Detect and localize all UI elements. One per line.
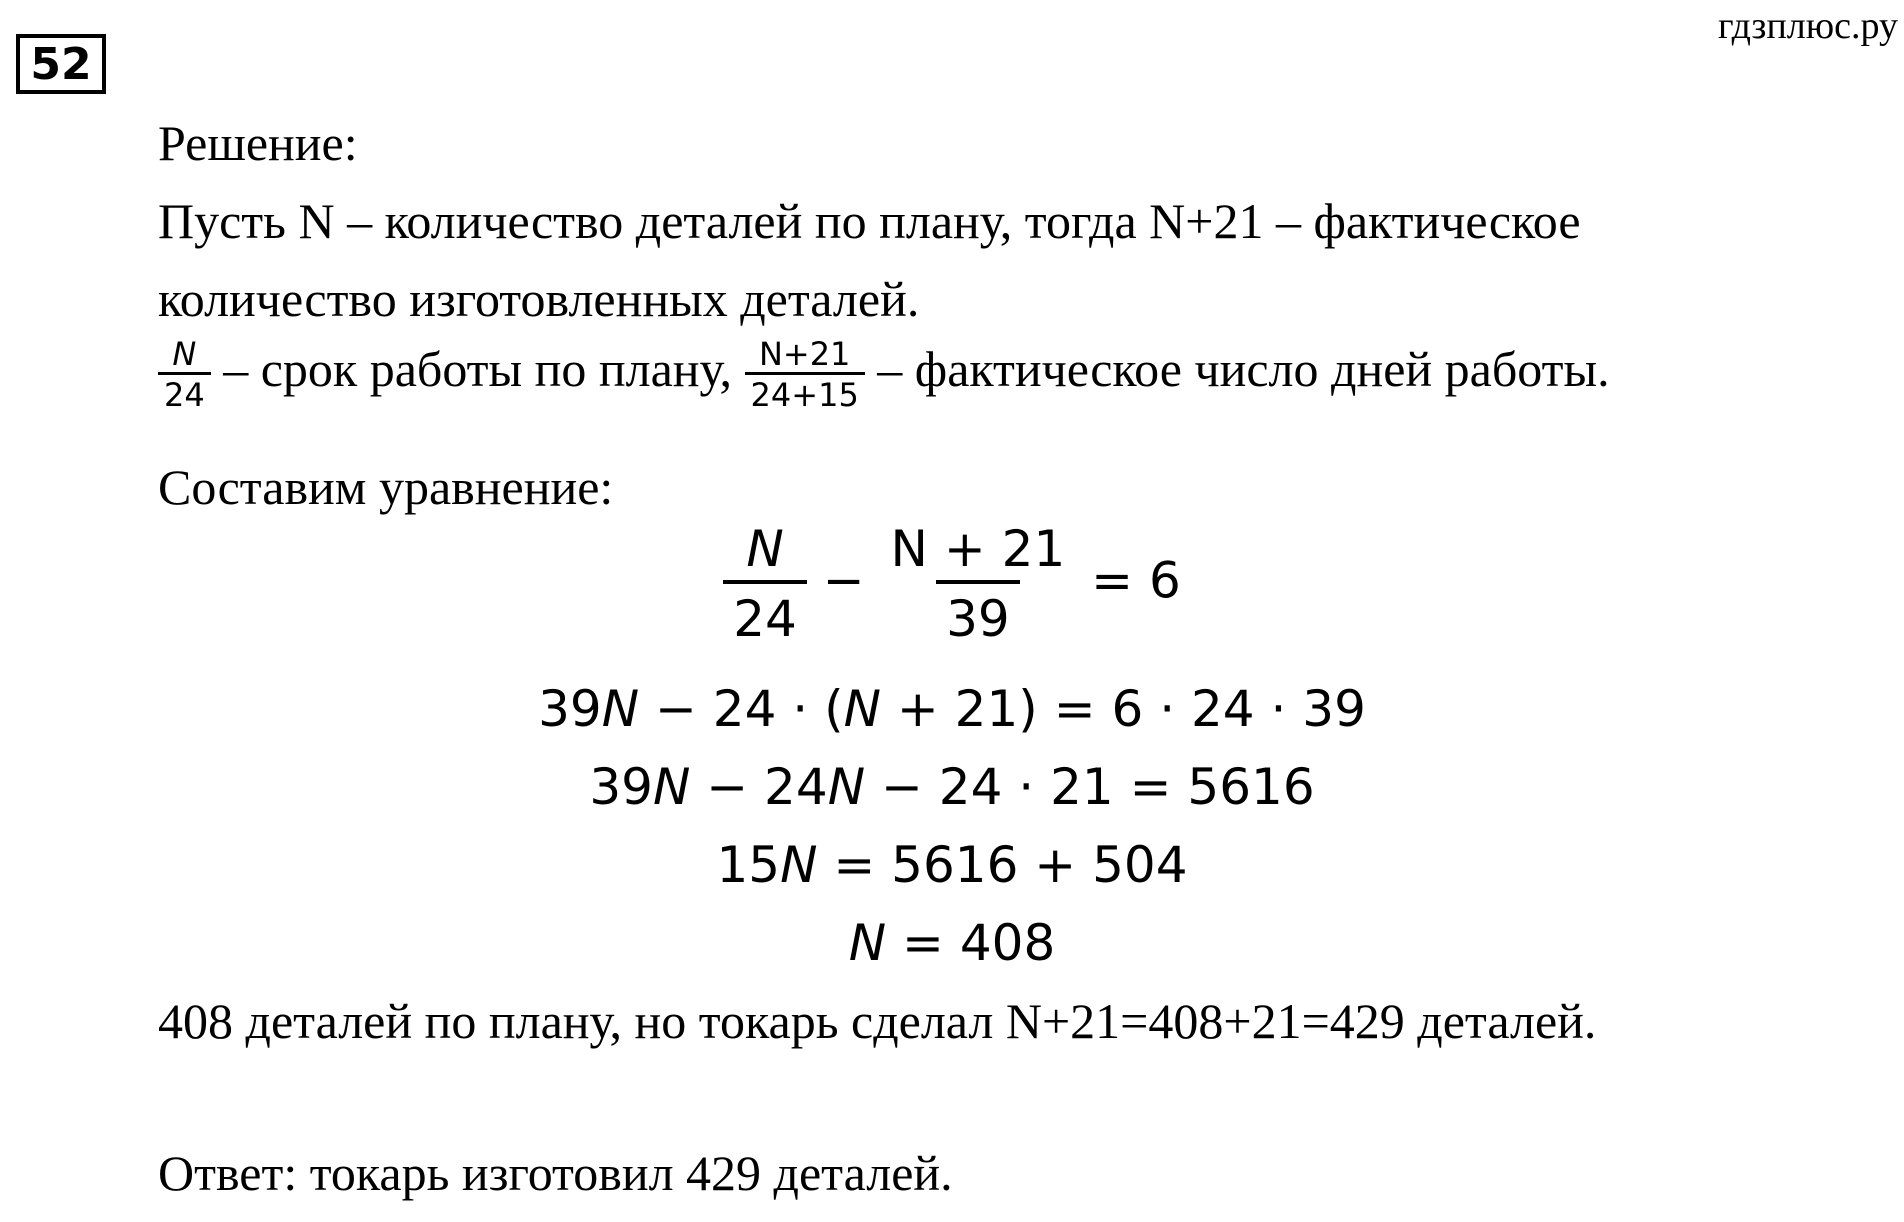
equation-3-part-c: − 24 · 21 = 5616 (865, 758, 1315, 816)
equation-4-part-c: = 5616 + 504 (817, 836, 1188, 894)
paragraph-line-2: количество изготовленных деталей. (158, 271, 920, 327)
plan-fraction-denominator: 24 (158, 372, 211, 411)
equation-2-part-b: − 24 · ( (639, 680, 844, 738)
equation-1-fraction-1-numerator: N (746, 520, 784, 578)
equation-1-fraction-1 (723, 520, 807, 648)
equation-3-var-2: N (827, 758, 866, 816)
fraction-definitions-line (158, 335, 1610, 414)
equation-3-part-b: − 24 (690, 758, 828, 816)
fact-text: – фактическое число дней работы. (864, 340, 1610, 397)
paragraph-line-1: Пусть N – количество деталей по плану, тогда N+21 – фактическое (158, 193, 1581, 249)
equation-3 (0, 758, 1904, 816)
equation-4-part-a: 15 (716, 836, 781, 894)
result-line: 408 деталей по плану, но токарь сделал N+21=408+21=429 деталей. (158, 993, 1597, 1049)
equation-1 (0, 520, 1904, 648)
equation-1-fraction-1-denominator: 24 (723, 580, 807, 644)
equation-4 (0, 836, 1904, 894)
equation-5 (0, 914, 1904, 972)
equation-1-fraction-2 (881, 520, 1076, 648)
equation-3-var-1: N (652, 758, 691, 816)
compose-equation-label: Составим уравнение: (158, 459, 614, 515)
plan-text: – срок работы по плану, (210, 340, 745, 397)
equation-2 (0, 680, 1904, 738)
equation-5-var-1: N (848, 914, 887, 972)
equation-2-var-1: N (601, 680, 640, 738)
fact-fraction-numerator: N+21 (758, 335, 851, 373)
site-watermark: гдзплюс.ру (1717, 5, 1898, 47)
equation-1-fraction-2-denominator: 39 (936, 580, 1020, 644)
equation-3-part-a: 39 (589, 758, 653, 816)
equation-2-var-2: N (843, 680, 881, 738)
equation-1-rhs: = 6 (1075, 551, 1181, 610)
solution-heading: Решение: (158, 115, 358, 171)
fact-fraction (745, 335, 865, 414)
plan-fraction (158, 335, 211, 414)
problem-number-badge: 52 (16, 34, 106, 94)
equation-2-part-c: + 21) = 6 · 24 · 39 (881, 680, 1366, 738)
equation-4-var-1: N (780, 836, 818, 894)
equation-2-part-a: 39 (538, 680, 602, 738)
answer-line: Ответ: токарь изготовил 429 деталей. (158, 1145, 953, 1201)
equation-5-part-c: = 408 (886, 914, 1056, 972)
fact-fraction-denominator: 24+15 (745, 372, 865, 411)
equation-1-minus: − (806, 551, 881, 610)
plan-fraction-numerator: N (172, 335, 197, 373)
equation-1-fraction-2-numerator: N + 21 (890, 520, 1066, 578)
